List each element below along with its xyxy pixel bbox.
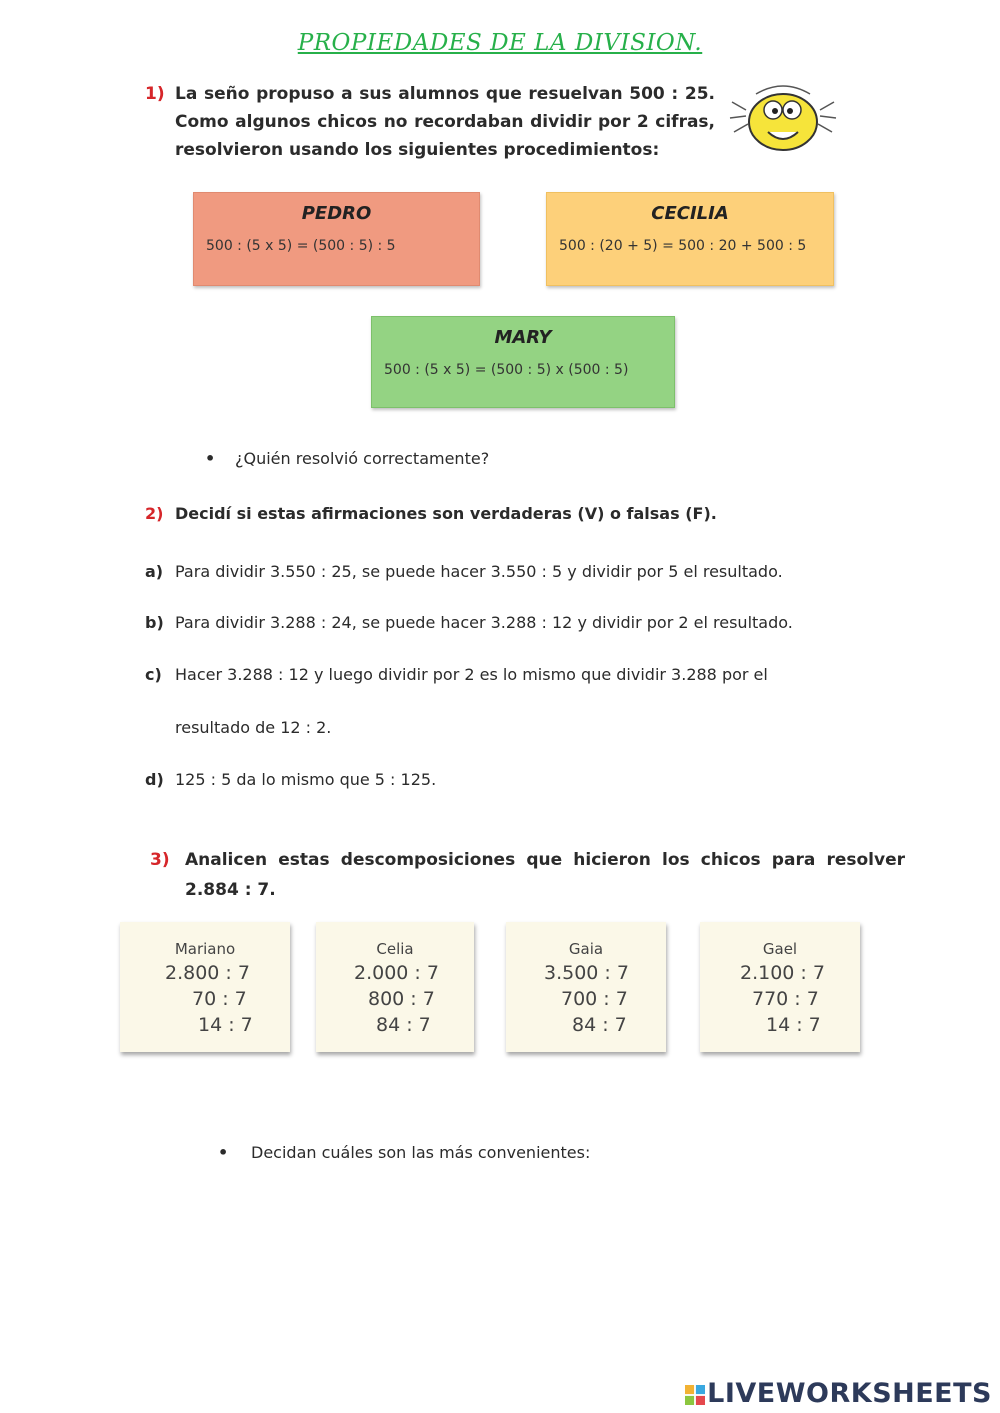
brand-text: LIVEWORKSHEETS	[707, 1378, 992, 1409]
statement-d-letter: d)	[145, 770, 164, 789]
card-pedro-equation: 500 : (5 x 5) = (500 : 5) : 5	[206, 238, 396, 254]
note-gael-name: Gael	[762, 940, 798, 958]
note-celia-line: 800 : 7	[368, 988, 435, 1010]
card-cecilia-equation: 500 : (20 + 5) = 500 : 20 + 500 : 5	[559, 238, 807, 254]
question-3-prompt	[218, 1143, 590, 1162]
note-gaia-line: 84 : 7	[572, 1014, 627, 1036]
note-mariano-line: 70 : 7	[192, 988, 247, 1010]
note-mariano	[120, 922, 290, 1052]
note-gaia-line: 700 : 7	[561, 988, 628, 1010]
mascot-icon	[728, 80, 838, 158]
note-celia-name: Celia	[376, 940, 414, 958]
statement-a-letter: a)	[145, 562, 164, 581]
statement-b-text: Para dividir 3.288 : 24, se puede hacer 3.288 : 12 y dividir por 2 el resultado.	[175, 613, 793, 632]
statement-a-text: Para dividir 3.550 : 25, se puede hacer 3.550 : 5 y dividir por 5 el resultado.	[175, 562, 783, 581]
question-3	[150, 845, 905, 905]
statement-b-letter: b)	[145, 613, 164, 632]
brand-logo-icon	[685, 1385, 705, 1405]
note-gael-line: 2.100 : 7	[740, 962, 825, 984]
card-mary-name: MARY	[494, 327, 552, 348]
note-celia	[316, 922, 474, 1052]
note-gael-line: 14 : 7	[766, 1014, 821, 1036]
note-celia-line: 84 : 7	[376, 1014, 431, 1036]
statement-c-text: Hacer 3.288 : 12 y luego dividir por 2 es lo mismo que dividir 3.288 por el	[175, 665, 768, 684]
statement-c-continuation: resultado de 12 : 2.	[175, 718, 332, 737]
note-gaia-name: Gaia	[568, 940, 604, 958]
question-1-text: La seño propuso a sus alumnos que resuelvan 500 : 25. Como algunos chicos no recordaban dividir por 2 cifras, resolvieron usando los siguientes procedimientos:	[175, 84, 715, 160]
card-pedro	[193, 192, 480, 286]
question-2-text: Decidí si estas afirmaciones son verdaderas (V) o falsas (F).	[175, 504, 717, 523]
note-celia-line: 2.000 : 7	[354, 962, 439, 984]
note-gael-line: 770 : 7	[752, 988, 819, 1010]
note-mariano-name: Mariano	[174, 940, 236, 958]
question-3-text: Analicen estas descomposiciones que hicieron los chicos para resolver 2.884 : 7.	[185, 850, 905, 900]
question-3-number: 3)	[150, 850, 170, 870]
decomposition-notes	[120, 922, 865, 1072]
note-mariano-line: 2.800 : 7	[165, 962, 250, 984]
statement-c	[145, 665, 768, 684]
question-3-prompt-text: Decidan cuáles son las más convenientes:	[251, 1143, 591, 1162]
bullet-icon: •	[205, 449, 216, 468]
statement-b	[145, 613, 793, 632]
page-title: PROPIEDADES DE LA DIVISION.	[297, 30, 703, 56]
question-2-number: 2)	[145, 504, 164, 523]
statement-c-letter: c)	[145, 665, 162, 684]
note-gaia-line: 3.500 : 7	[544, 962, 629, 984]
statement-a	[145, 562, 783, 581]
note-gael	[700, 922, 860, 1052]
note-gaia	[506, 922, 666, 1052]
card-cecilia-name: CECILIA	[651, 203, 729, 224]
question-2-heading	[145, 504, 717, 523]
card-cecilia	[546, 192, 834, 286]
question-1-prompt-text: ¿Quién resolvió correctamente?	[235, 449, 490, 468]
question-1-number: 1)	[145, 84, 165, 104]
question-1-prompt	[205, 449, 489, 468]
statement-d-text: 125 : 5 da lo mismo que 5 : 125.	[175, 770, 437, 789]
note-mariano-line: 14 : 7	[198, 1014, 253, 1036]
statement-d	[145, 770, 436, 789]
bullet-icon: •	[218, 1143, 229, 1162]
question-1	[145, 80, 715, 164]
liveworksheets-logo	[685, 1378, 992, 1409]
card-mary-equation: 500 : (5 x 5) = (500 : 5) x (500 : 5)	[384, 362, 629, 378]
card-mary	[371, 316, 675, 408]
card-pedro-name: PEDRO	[301, 203, 372, 224]
